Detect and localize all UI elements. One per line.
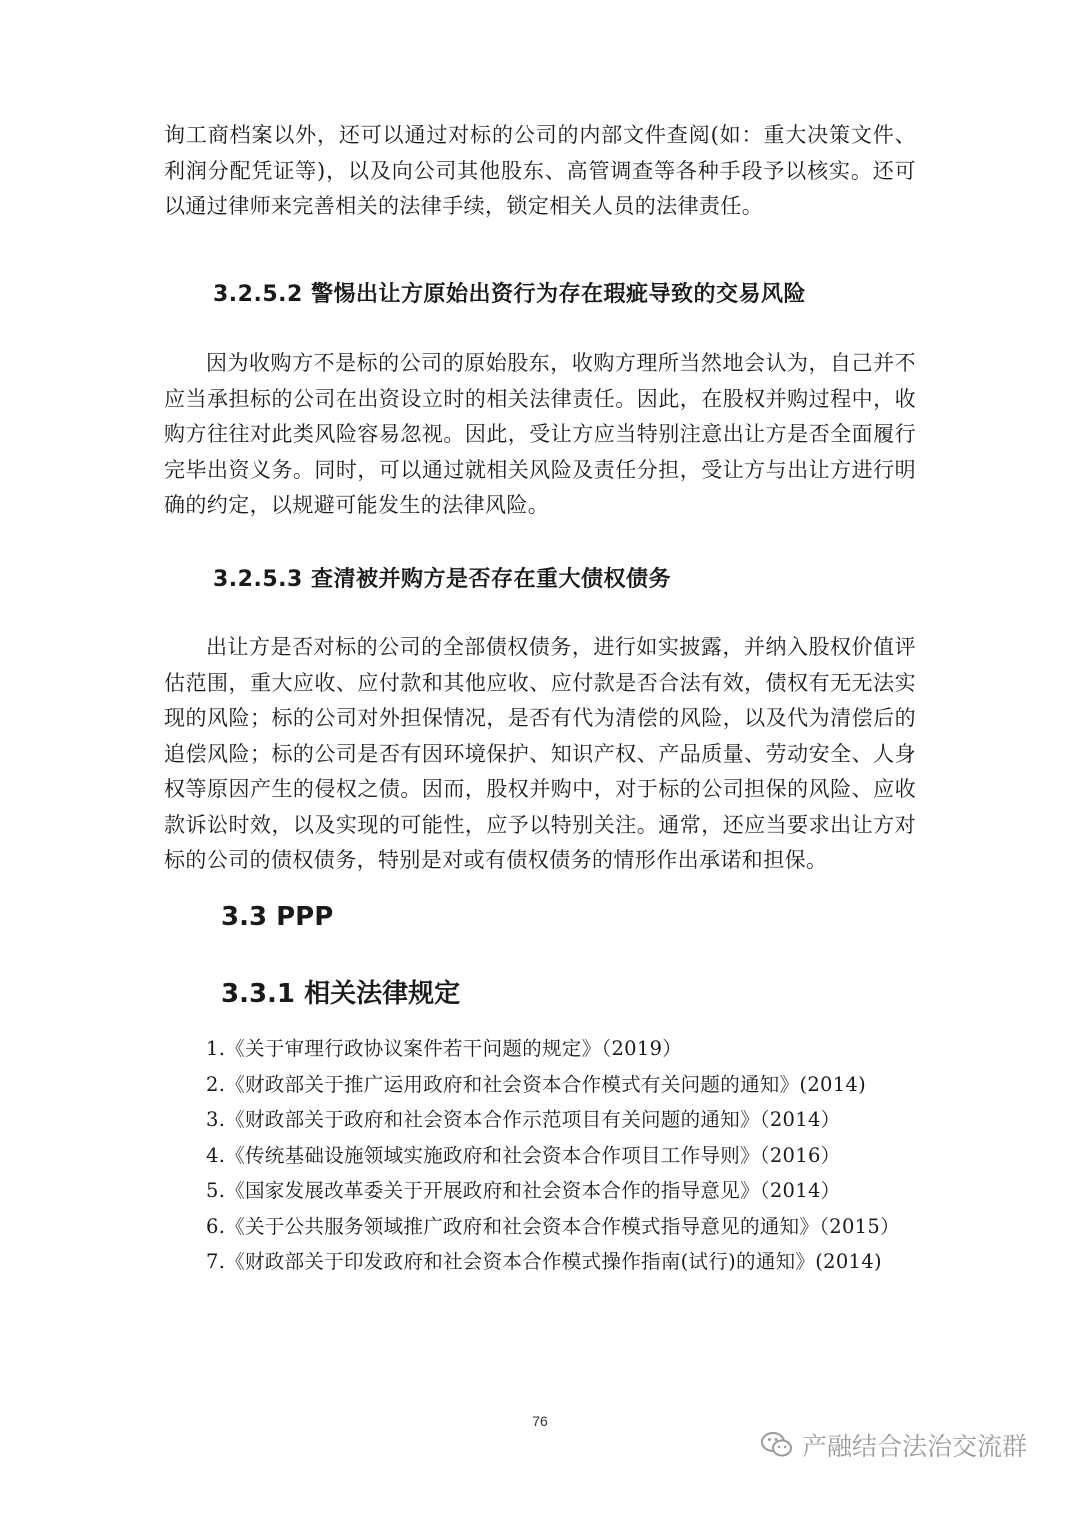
wechat-icon	[760, 1428, 794, 1462]
law-item: 2.《财政部关于推广运用政府和社会资本合作模式有关问题的通知》(2014)	[206, 1072, 867, 1096]
section-3-2-5-2-body: 因为收购方不是标的公司的原始股东，收购方理所当然地会认为，自己并不应当承担标的公司在出资设立时的相关法律责任。因此，在股权并购过程中，收购方往往对此类风险容易忽视。因此，受让方应当特别注意出让方是否全面履行完毕出资义务。同时，可以通过就相关风险及责任分担，受让方与出让方进行明确的约定，以规避可能发生的法律风险。	[164, 351, 916, 517]
law-item: 4.《传统基础设施领域实施政府和社会资本合作项目工作导则》（2016）	[206, 1143, 841, 1167]
section-3-3-1-heading: 3.3.1 相关法律规定	[221, 979, 461, 1009]
section-3-2-5-3-body: 出让方是否对标的公司的全部债权债务，进行如实披露，并纳入股权价值评估范围，重大应收、应付款和其他应收、应付款是否合法有效，债权有无无法实现的风险；标的公司对外担保情况，是否有代为清偿的风险，以及代为清偿后的追偿风险；标的公司是否有因环境保护、知识产权、产品质量、劳动安全、人身权等原因产生的侵权之债。因而，股权并购中，对于标的公司担保的风险、应收款诉讼时效，以及实现的可能性，应予以特别关注。通常，还应当要求出让方对标的公司的债权债务，特别是对或有债权债务的情形作出承诺和担保。	[164, 635, 916, 872]
watermark	[760, 1427, 1027, 1463]
page-number: 76	[532, 1413, 548, 1429]
law-item: 3.《财政部关于政府和社会资本合作示范项目有关问题的通知》（2014）	[206, 1108, 841, 1131]
section-3-3-heading: 3.3 PPP	[221, 902, 334, 932]
section-3-2-5-2-heading: 3.2.5.2 警惕出让方原始出资行为存在瑕疵导致的交易风险	[213, 282, 806, 307]
law-item: 6.《关于公共服务领域推广政府和社会资本合作模式指导意见的通知》（2015）	[206, 1214, 900, 1238]
law-list	[164, 1031, 920, 1280]
law-item: 7.《财政部关于印发政府和社会资本合作模式操作指南(试行)的通知》(2014)	[206, 1250, 882, 1273]
law-item: 5.《国家发展改革委关于开展政府和社会资本合作的指导意见》（2014）	[206, 1179, 841, 1202]
section-3-2-5-3-heading: 3.2.5.3 查清被并购方是否存在重大债权债务	[213, 567, 671, 592]
continuation-paragraph: 询工商档案以外，还可以通过对标的公司的内部文件查阅(如：重大决策文件、利润分配凭证等)，以及向公司其他股东、高管调查等各种手段予以核实。还可以通过律师来完善相关的法律手续，锁定相关人员的法律责任。	[164, 123, 916, 218]
law-item: 1.《关于审理行政协议案件若干问题的规定》（2019）	[206, 1037, 683, 1060]
watermark-text: 产融结合法治交流群	[802, 1432, 1028, 1461]
